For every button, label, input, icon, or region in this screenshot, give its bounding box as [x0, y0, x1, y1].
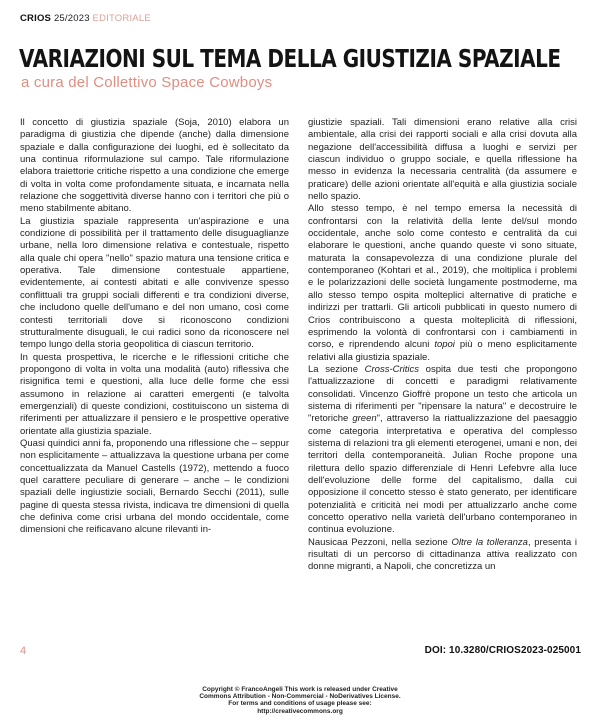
paragraph: [308, 203, 577, 363]
italic-term: green: [352, 413, 377, 425]
copyright-notice: [150, 686, 450, 715]
article-subtitle: a cura del Collettivo Space Cowboys: [21, 74, 273, 91]
italic-term: topoi: [434, 339, 455, 351]
paragraph: In questa prospettiva, le ricerche e le riflessioni critiche che propongono di volta in volta una modalità (auto) riflessiva che risignifica temi e questioni, alla luce delle forme che essi assumono in relazione ai caratteri emergenti (e talvolta emergenziali) di queste condizioni, costituiscono un sistema di riferimenti per attualizzare il pensiero e le prospettive operative orientate alla giustizia spaziale.: [20, 351, 289, 437]
paragraph: [308, 364, 577, 537]
text-run: Allo stesso tempo, è nel tempo emersa la necessità di confrontarsi con la relatività della lente del/sul mondo occidentale, anche solo come contesto e centralità da cui elaborare le questioni, anche quando queste vi sono situate, maturata la consapevolezza di una condizione plurale del contemporaneo (Kohtari et al., 2019), che moltiplica i problemi e le polarizzazioni delle società lungamente postmoderne, ma allo stesso tempo ospita molteplici alternative di pratiche e indirizzi per trattarli. Gli articoli pubblicati in questo numero di Crios contribuiscono a questa molteplicità di riflessioni, esprimendo la volontà di confrontarsi con i cambiamenti in corso, e riprendendo alcuni: [308, 203, 577, 351]
text-run: ospita due testi che propongono l'attualizzazione di concetti e paradigmi relativamente consolidati. Vincenzo Gioffrè propone un testo che articola un sistema di riferimenti per "ripensare la natura" e decostruire le "retoriche: [308, 363, 578, 425]
italic-term: Oltre la tolleranza: [451, 536, 528, 548]
doi-label: DOI: 10.3280/CRIOS2023-025001: [424, 645, 581, 656]
text-run: Nausicaa Pezzoni, nella sezione: [308, 536, 452, 548]
copyright-line: Commons Attribution - Non-Commercial - NoDerivatives License.: [199, 693, 401, 701]
text-run: ", attraverso la riattualizzazione del paesaggio come categoria interpretativa e operativa del complesso sistema di relazioni tra gli elementi eterogenei, umani e non, dei territori della contemporaneità. Julian Roche propone una rilettura dello spazio differenziale di Henri Lefebvre alla luce dell'evoluzione delle forme del capitalismo, dalla cui opposizione il concetto stesso è stato generato, per identificare potenzialità e criticità nei modi per attualizzarlo anche come concetto operativo nella varietà dell'urbano contemporaneo in continua evoluzione.: [308, 413, 577, 536]
journal-brand: CRIOS: [20, 13, 52, 24]
paragraph: La giustizia spaziale rappresenta un'aspirazione e una condizione di possibilità per il trattamento delle disuguaglianze urbane, nella loro dimensione relativa e contestuale, rispetto alla quale chi opera "nello" spazio matura una tensione critica e operativa. Tale dimensione contestuale appartiene, evidentemente, ai contesti abitati e alle convivenze spesso conflittuali tra gruppi sociali differenti e tra condizioni diverse, che includono quelle dell'umano e del non umano, così come contesti territoriali dove si riconoscono condizioni strutturalmente disuguali, le cui radici sono da riconoscere nel tempo lungo della storia geopolitica di ciascun territorio.: [20, 215, 289, 351]
running-header: [20, 13, 151, 24]
italic-term: Cross-Critics: [364, 363, 420, 375]
section-label: EDITORIALE: [92, 13, 151, 24]
copyright-link: http://creativecommons.org: [257, 707, 343, 715]
copyright-line: For terms and conditions of usage please see:: [228, 700, 372, 708]
text-run: più o meno esplicitamente relativi alla giustizia spaziale.: [308, 339, 577, 363]
page-number: 4: [20, 645, 27, 657]
paragraph: [308, 537, 577, 574]
copyright-line: Copyright © FrancoAngeli This work is released under Creative: [202, 686, 398, 693]
issue-number: 25/2023: [53, 13, 90, 24]
left-text-column: [20, 117, 289, 537]
right-text-column: [308, 117, 577, 574]
text-run: La sezione: [308, 363, 365, 375]
article-title: VARIAZIONI SUL TEMA DELLA GIUSTIZIA SPAZIALE: [19, 44, 561, 73]
text-run: , presenta i risultati di un percorso di cittadinanza attiva realizzato con donne migranti, a Napoli, che concretizza un: [308, 536, 577, 573]
paragraph: Il concetto di giustizia spaziale (Soja, 2010) elabora un paradigma di giustizia che dipende (anche) dalla dimensione spaziale e dalla configurazione dei luoghi, ed è sollecitato da una continua riformulazione sul campo. Tale riformulazione elabora traiettorie critiche rispetto a una condizione che emerge di volta in volta come profondamente situata, e incarnata nella relazione che soggettività diverse hanno con i territori che più o meno stabilmente abitano.: [20, 117, 289, 215]
paragraph: Quasi quindici anni fa, proponendo una riflessione che – seppur non esplicitamente – attualizzava la questione urbana per come concettualizzata da Manuel Castells (1972), mettendo a fuoco quel carattere peculiare di generare – anche – le condizioni spaziali delle ingiustizie sociali, Bernardo Secchi (2011), sulle pagine di questa stessa rivista, indicava tre dimensioni di quella che definiva come crisi urbana del mondo occidentale, come dimensioni che reificavano alcune rilevanti in-: [20, 437, 289, 536]
paragraph: giustizie spaziali. Tali dimensioni erano relative alla crisi ambientale, alla crisi dei rapporti sociali e alla crisi dovuta alla negazione dell'accessibilità diffusa a luoghi e servizi per ciascun individuo o gruppo sociale, e quella riflessione ha messo in evidenza la necessaria centralità (da assumere e praticare) delle azioni orientate all'equità e alla giustizia sociale nello spazio.: [308, 117, 577, 203]
